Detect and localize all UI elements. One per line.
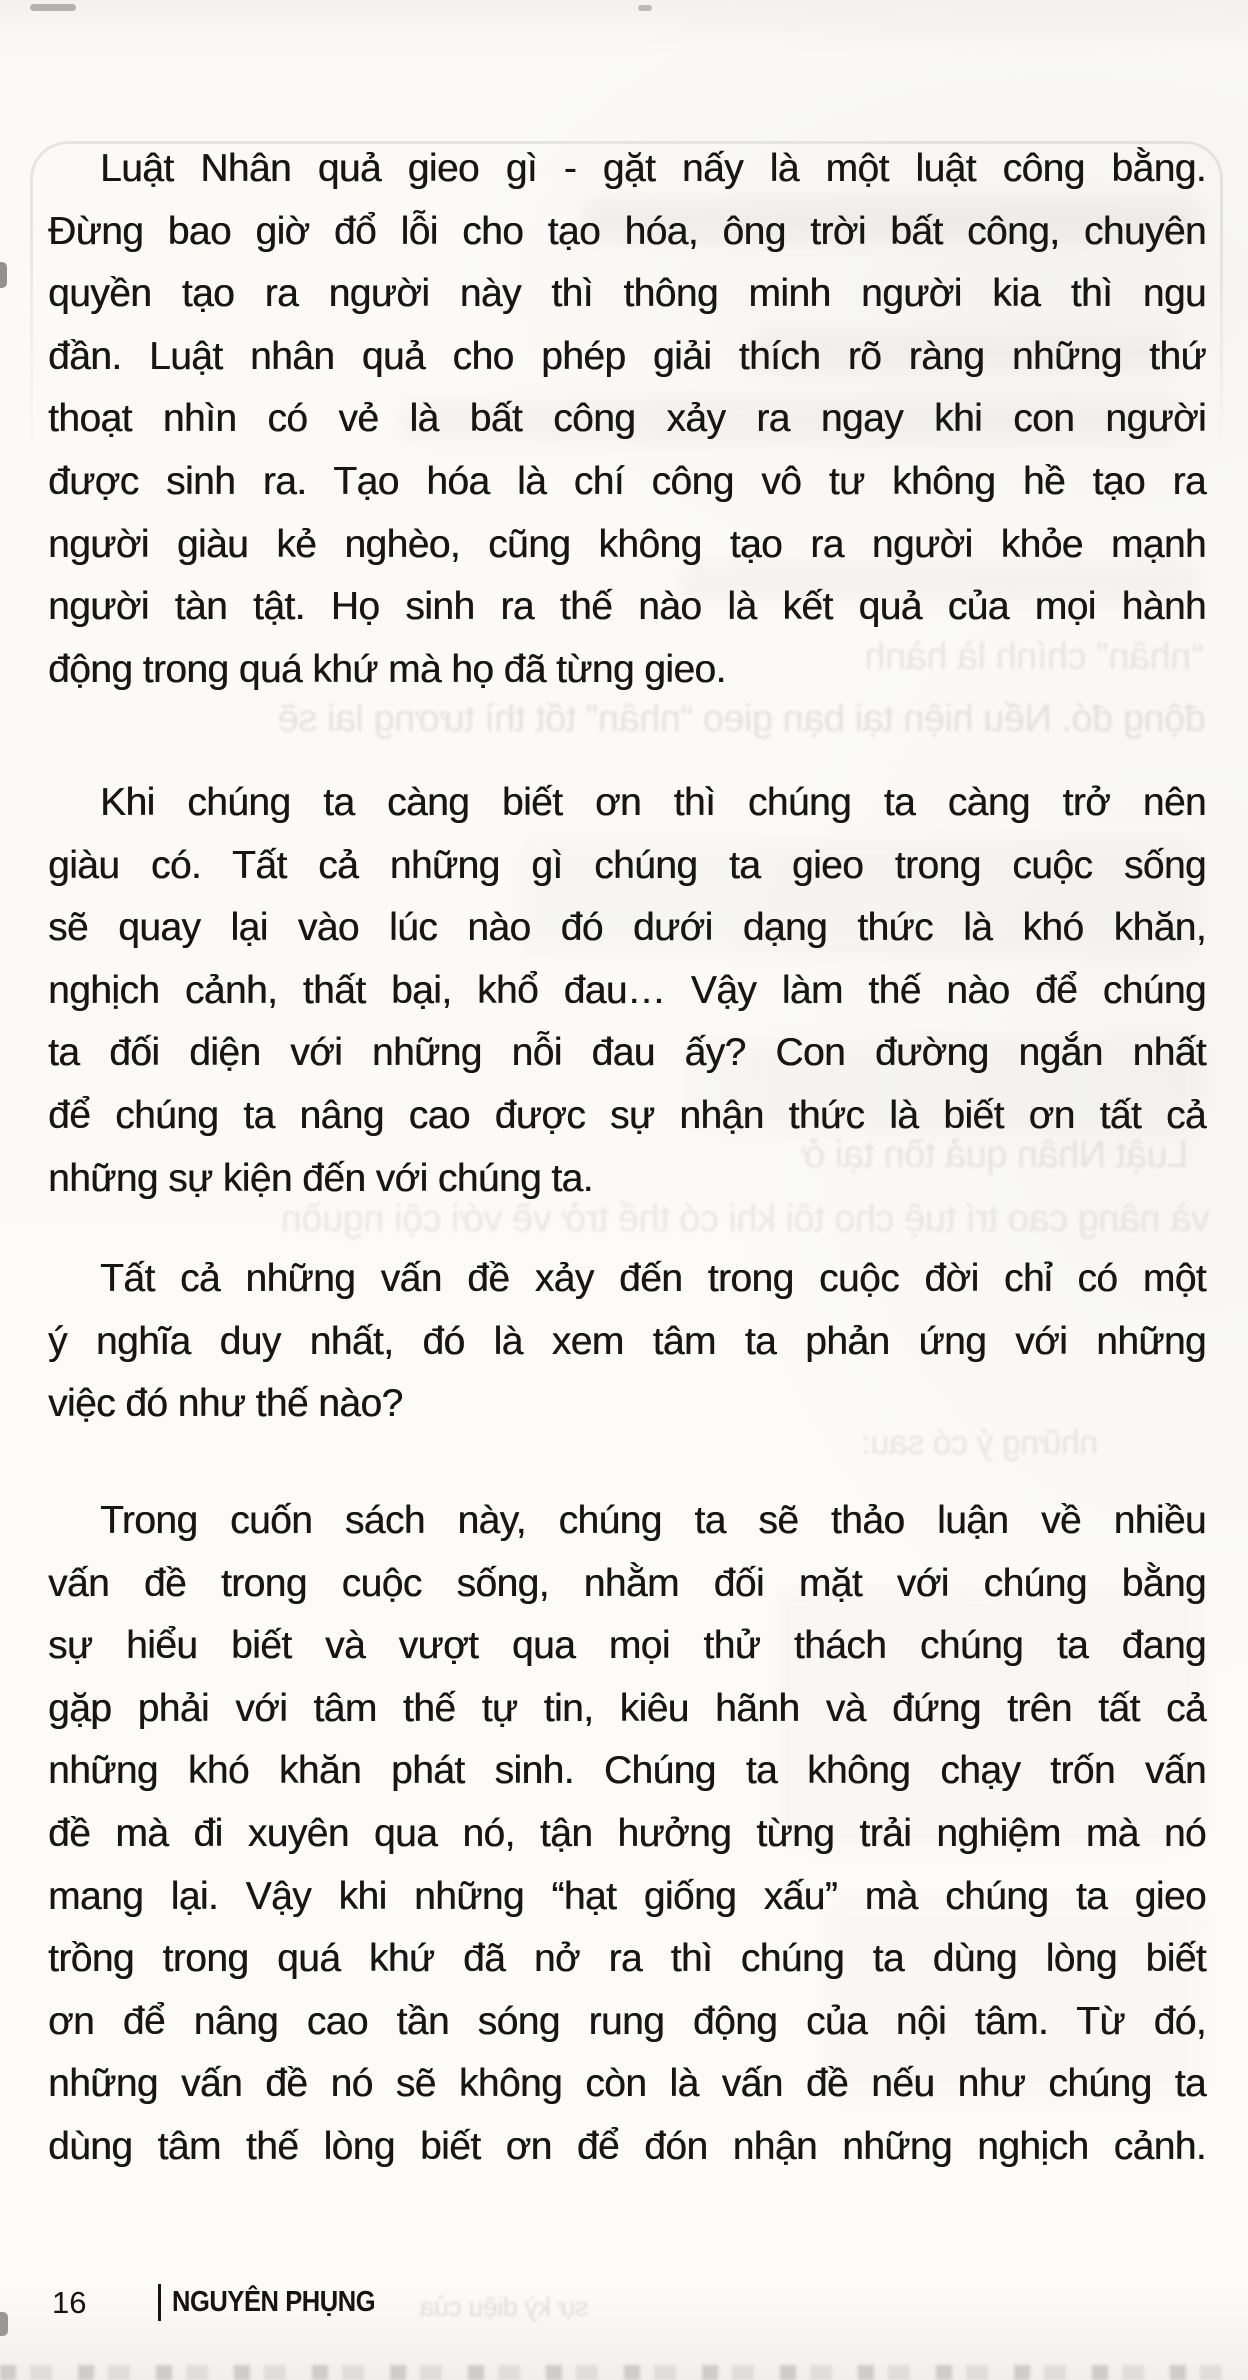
text-line: nghịch cảnh, thất bại, khổ đau… Vậy làm thế nào để chúng [48, 968, 1206, 1012]
text-line: dùng tâm thế lòng biết ơn để đón nhận những nghịch cảnh. [48, 2124, 1206, 2168]
text-line: những khó khăn phát sinh. Chúng ta không chạy trốn vấn [48, 1749, 1206, 1793]
text-line: sự hiểu biết và vượt qua mọi thử thách chúng ta đang [48, 1624, 1206, 1668]
bleedthrough-text: “nhân” chính là hành [865, 636, 1204, 678]
paragraph-2 [48, 772, 1206, 1210]
text-line: ý nghĩa duy nhất, đó là xem tâm ta phản ứng với những [48, 1319, 1206, 1363]
bleedthrough-text: Luật Nhân quả tồn tại ở [800, 1134, 1188, 1176]
text-line: Trong cuốn sách này, chúng ta sẽ thảo luận về nhiều [100, 1499, 1206, 1542]
text-line: Tất cả những vấn đề xảy đến trong cuộc đời chỉ có một [100, 1257, 1206, 1300]
footer-divider [158, 2284, 161, 2321]
text-line: sẽ quay lại vào lúc nào đó dưới dạng thức là khó khăn, [48, 906, 1206, 950]
text-line: được sinh ra. Tạo hóa là chí công vô tư không hề tạo ra [48, 459, 1206, 503]
text-line: việc đó như thế nào? [48, 1382, 403, 1426]
text-line: người tàn tật. Họ sinh ra thế nào là kết quả của mọi hành [48, 585, 1206, 629]
text-line: Luật Nhân quả gieo gì - gặt nấy là một luật công bằng. [100, 147, 1206, 190]
text-line: đần. Luật nhân quả cho phép giải thích rõ ràng những thứ [48, 334, 1206, 378]
text-line: để chúng ta nâng cao được sự nhận thức là biết ơn tất cả [48, 1093, 1206, 1137]
bleedthrough-text: sự kỳ diệu của [420, 2292, 589, 2322]
paragraph-1 [48, 138, 1206, 701]
scan-edge-mark [0, 2312, 8, 2336]
text-line: gặp phải với tâm thế tự tin, kiêu hãnh và đứng trên tất cả [48, 1686, 1206, 1730]
text-line: vấn đề trong cuộc sống, nhằm đối mặt với chúng bằng [48, 1561, 1206, 1605]
paragraph-3 [48, 1248, 1206, 1436]
scan-edge-mark [30, 4, 76, 11]
text-line: giàu có. Tất cả những gì chúng ta gieo trong cuộc sống [48, 843, 1206, 887]
text-line: người giàu kẻ nghèo, cũng không tạo ra người khỏe mạnh [48, 522, 1206, 566]
page-number: 16 [52, 2284, 87, 2320]
bleedthrough-text: và nâng cao trí tuệ cho tôi khi có thể trở về với cội nguồn [281, 1198, 1210, 1240]
text-line: động trong quá khứ mà họ đã từng gieo. [48, 647, 726, 691]
scan-noise-band [0, 2365, 1248, 2380]
page-footer [52, 2284, 403, 2321]
text-line: những vấn đề nó sẽ không còn là vấn đề nếu như chúng ta [48, 2062, 1206, 2106]
text-line: mang lại. Vậy khi những “hạt giống xấu” mà chúng ta gieo [48, 1874, 1206, 1918]
text-line: ơn để nâng cao tần sóng rung động của nội tâm. Từ đó, [48, 1999, 1206, 2043]
text-line: trồng trong quá khứ đã nở ra thì chúng ta dùng lòng biết [48, 1937, 1206, 1981]
text-line: đề mà đi xuyên qua nó, tận hưởng từng trải nghiệm mà nó [48, 1811, 1206, 1855]
footer-author: NGUYÊN PHỤNG [172, 2286, 376, 2318]
scan-edge-mark [638, 5, 652, 11]
text-line: quyền tạo ra người này thì thông minh người kia thì ngu [48, 272, 1206, 316]
text-line: Đừng bao giờ đổ lỗi cho tạo hóa, ông trời bất công, chuyên [48, 209, 1206, 253]
text-line: những sự kiện đến với chúng ta. [48, 1156, 593, 1200]
paragraph-4 [48, 1490, 1206, 2179]
bleedthrough-text: những ý có sau: [861, 1424, 1098, 1462]
text-line: thoạt nhìn có vẻ là bất công xảy ra ngay khi con người [48, 397, 1206, 441]
scan-edge-mark [0, 262, 7, 288]
text-line: Khi chúng ta càng biết ơn thì chúng ta càng trở nên [100, 781, 1206, 824]
text-line: ta đối diện với những nỗi đau ấy? Con đường ngắn nhất [48, 1031, 1206, 1075]
bleedthrough-text: động đó. Nếu hiện tại bạn gieo “nhân” tốt thì tương lai sẽ [278, 698, 1206, 740]
